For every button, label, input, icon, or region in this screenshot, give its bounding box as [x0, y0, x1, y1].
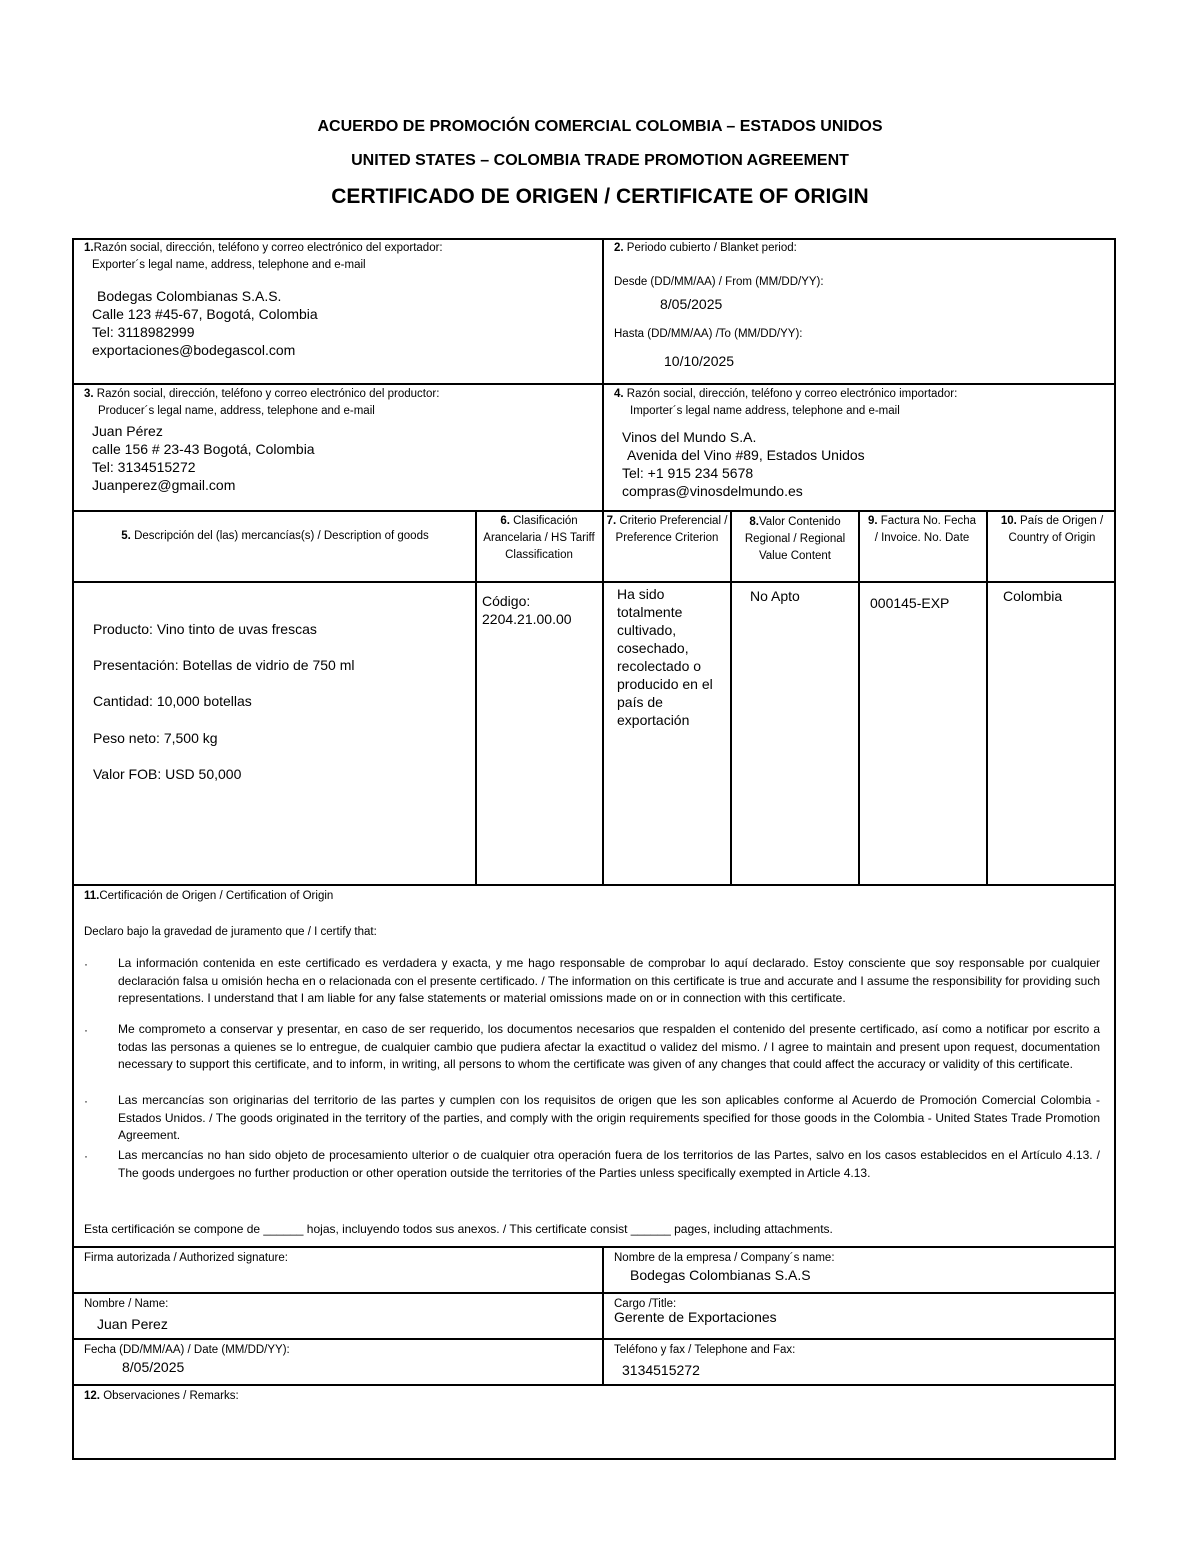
producer-label-es: 3. Razón social, dirección, teléfono y correo electrónico del productor:: [84, 388, 440, 400]
hs-code-label: Código:: [482, 593, 531, 609]
goods-desc-presentation: Presentación: Botellas de vidrio de 750 ml: [93, 657, 355, 673]
producer-name: Juan Pérez: [92, 423, 163, 439]
vdivider-col7: [602, 510, 604, 884]
vdivider-col9: [858, 510, 860, 884]
name-value: Juan Perez: [97, 1316, 168, 1332]
certification-bullet-2: Me comprometo a conservar y presentar, en caso de ser requerido, los documentos necesarios que respalden el contenido del presente certificado, así como a notificar por escrito a todas las personas a quienes se lo entregue, de cualquier cambio que pudiera afectar la exactitud o validez del mismo. / I agree to maintain and present upon request, documentation necessary to support this certificate, and to inform, in writing, all persons to whom the certificate was given of any changes that could affect the accuracy or validity of this certificate.: [118, 1022, 1100, 1071]
goods-header-description: 5. Descripción del (las) mercancías(s) / Description of goods: [121, 530, 429, 542]
certification-bullet-3: Las mercancías son originarias del territorio de las partes y cumplen con los requisitos de origen que les son aplicables conforme al Acuerdo de Promoción Comercial Colombia - Estados Unidos. / The goods originated in the territory of the parties, and comply with the origin requirements specified for those goods in the Colombia - United States Trade Promotion Agreement.: [118, 1093, 1100, 1142]
bullet-3-marker: ·: [84, 1094, 88, 1108]
rvc-value: No Apto: [750, 588, 800, 604]
remarks-label: 12. Observaciones / Remarks:: [84, 1390, 239, 1402]
exporter-phone: Tel: 3118982999: [92, 324, 195, 340]
exporter-email: exportaciones@bodegascol.com: [92, 342, 296, 358]
company-label: Nombre de la empresa / Company´s name:: [614, 1252, 835, 1264]
goods-header-rvc: 8.Valor Contenido Regional / Regional Value Content: [744, 516, 846, 562]
producer-phone: Tel: 3134515272: [92, 459, 196, 475]
period-to-value: 10/10/2025: [664, 353, 735, 369]
producer-email: Juanperez@gmail.com: [92, 477, 236, 493]
vdivider-top: [602, 238, 604, 510]
vdivider-col6: [475, 510, 477, 884]
goods-header-invoice: 9. Factura No. Fecha / Invoice. No. Date: [867, 515, 977, 544]
period-from-value: 8/05/2025: [660, 296, 723, 312]
bullet-2-marker: ·: [84, 1023, 88, 1037]
certification-bullet-4: Las mercancías no han sido objeto de procesamiento ulterior o de cualquier otra operación fuera de los territorios de las Partes, salvo en los casos establecidos en el Artículo 4.13. / The goods undergoes no further production or other operation outside the territories of the Parties unless specifically exempted in Article 4.13.: [118, 1148, 1100, 1180]
importer-label-es: 4. Razón social, dirección, teléfono y correo electrónico importador:: [614, 388, 958, 400]
invoice-value: 000145-EXP: [870, 595, 950, 611]
goods-header-criterion: 7. Criterio Preferencial / Preference Criterion: [606, 515, 728, 544]
importer-email: compras@vinosdelmundo.es: [622, 483, 803, 499]
exporter-label-es: 1.Razón social, dirección, teléfono y correo electrónico del exportador:: [84, 242, 443, 254]
goods-desc-weight: Peso neto: 7,500 kg: [93, 730, 218, 746]
goods-desc-fob: Valor FOB: USD 50,000: [93, 766, 242, 782]
divider-goods-body: [72, 884, 1116, 886]
certification-bullet-1: La información contenida en este certificado es verdadera y exacta, y me hago responsable de comprobar lo aquí declarado. Estoy consciente que soy responsable por cualquier declaración falsa u omisión hecha en o relacionada con el presente certificado. / The information on this certificate is true and accurate and I assume the responsibility for providing such representations. I understand that I am liable for any false statements or material omissions made on or in connection with this certificate.: [118, 956, 1100, 1005]
divider-certification: [72, 1246, 1116, 1248]
importer-label-en: Importer´s legal name address, telephone and e-mail: [630, 405, 900, 417]
importer-phone: Tel: +1 915 234 5678: [622, 465, 754, 481]
divider-sign-row3: [72, 1384, 1116, 1386]
agreement-title-en: UNITED STATES – COLOMBIA TRADE PROMOTION AGREEMENT: [351, 152, 849, 169]
phone-fax-value: 3134515272: [622, 1362, 700, 1378]
divider-goods-header: [72, 581, 1116, 583]
agreement-title-es: ACUERDO DE PROMOCIÓN COMERCIAL COLOMBIA – ESTADOS UNIDOS: [317, 118, 883, 135]
importer-address: Avenida del Vino #89, Estados Unidos: [627, 447, 865, 463]
period-to-label: Hasta (DD/MM/AA) /To (MM/DD/YY):: [614, 328, 803, 340]
vdivider-col8: [730, 510, 732, 884]
title-label: Cargo /Title:: [614, 1298, 677, 1310]
exporter-address: Calle 123 #45-67, Bogotá, Colombia: [92, 306, 318, 322]
producer-address: calle 156 # 23-43 Bogotá, Colombia: [92, 441, 315, 457]
producer-label-en: Producer´s legal name, address, telephone and e-mail: [98, 405, 375, 417]
vdivider-col10: [986, 510, 988, 884]
certification-pages-note: Esta certificación se compone de ______ hojas, incluyendo todos sus anexos. / This certificate consist ______ pages, including attachments.: [84, 1222, 833, 1236]
divider-row1: [72, 383, 1116, 385]
bullet-4-marker: ·: [84, 1149, 88, 1163]
goods-desc-product: Producto: Vino tinto de uvas frescas: [93, 621, 317, 637]
preference-criterion-value: Ha sido totalmente cultivado, cosechado, recolectado o producido en el país de exportación: [617, 586, 713, 728]
period-from-label: Desde (DD/MM/AA) / From (MM/DD/YY):: [614, 276, 824, 288]
vdivider-signature: [602, 1246, 604, 1384]
date-value: 8/05/2025: [122, 1359, 185, 1375]
certificate-title: CERTIFICADO DE ORIGEN / CERTIFICATE OF ORIGIN: [331, 185, 869, 208]
certification-declare: Declaro bajo la gravedad de juramento que / I certify that:: [84, 926, 377, 938]
bullet-1-marker: ·: [84, 957, 88, 971]
country-value: Colombia: [1003, 588, 1063, 604]
name-label: Nombre / Name:: [84, 1298, 169, 1310]
phone-fax-label: Teléfono y fax / Telephone and Fax:: [614, 1344, 796, 1356]
exporter-name: Bodegas Colombianas S.A.S.: [97, 288, 282, 304]
signature-label: Firma autorizada / Authorized signature:: [84, 1252, 288, 1264]
date-label: Fecha (DD/MM/AA) / Date (MM/DD/YY):: [84, 1344, 290, 1356]
exporter-label-en: Exporter´s legal name, address, telephone and e-mail: [92, 259, 366, 271]
certification-title: 11.Certificación de Origen / Certification of Origin: [84, 890, 334, 902]
divider-sign-row1: [72, 1292, 1116, 1294]
goods-desc-quantity: Cantidad: 10,000 botellas: [93, 693, 252, 709]
divider-row2: [72, 510, 1116, 512]
certificate-form-frame: [72, 238, 1116, 1460]
hs-code-value: 2204.21.00.00: [482, 611, 572, 627]
period-label: 2. Periodo cubierto / Blanket period:: [614, 242, 797, 254]
goods-header-country: 10. País de Origen / Country of Origin: [1000, 515, 1104, 544]
title-value: Gerente de Exportaciones: [614, 1309, 777, 1325]
company-value: Bodegas Colombianas S.A.S: [630, 1267, 811, 1283]
importer-name: Vinos del Mundo S.A.: [622, 429, 757, 445]
goods-header-hs: 6. Clasificación Arancelaria / HS Tariff Classification: [483, 515, 595, 561]
divider-sign-row2: [72, 1338, 1116, 1340]
